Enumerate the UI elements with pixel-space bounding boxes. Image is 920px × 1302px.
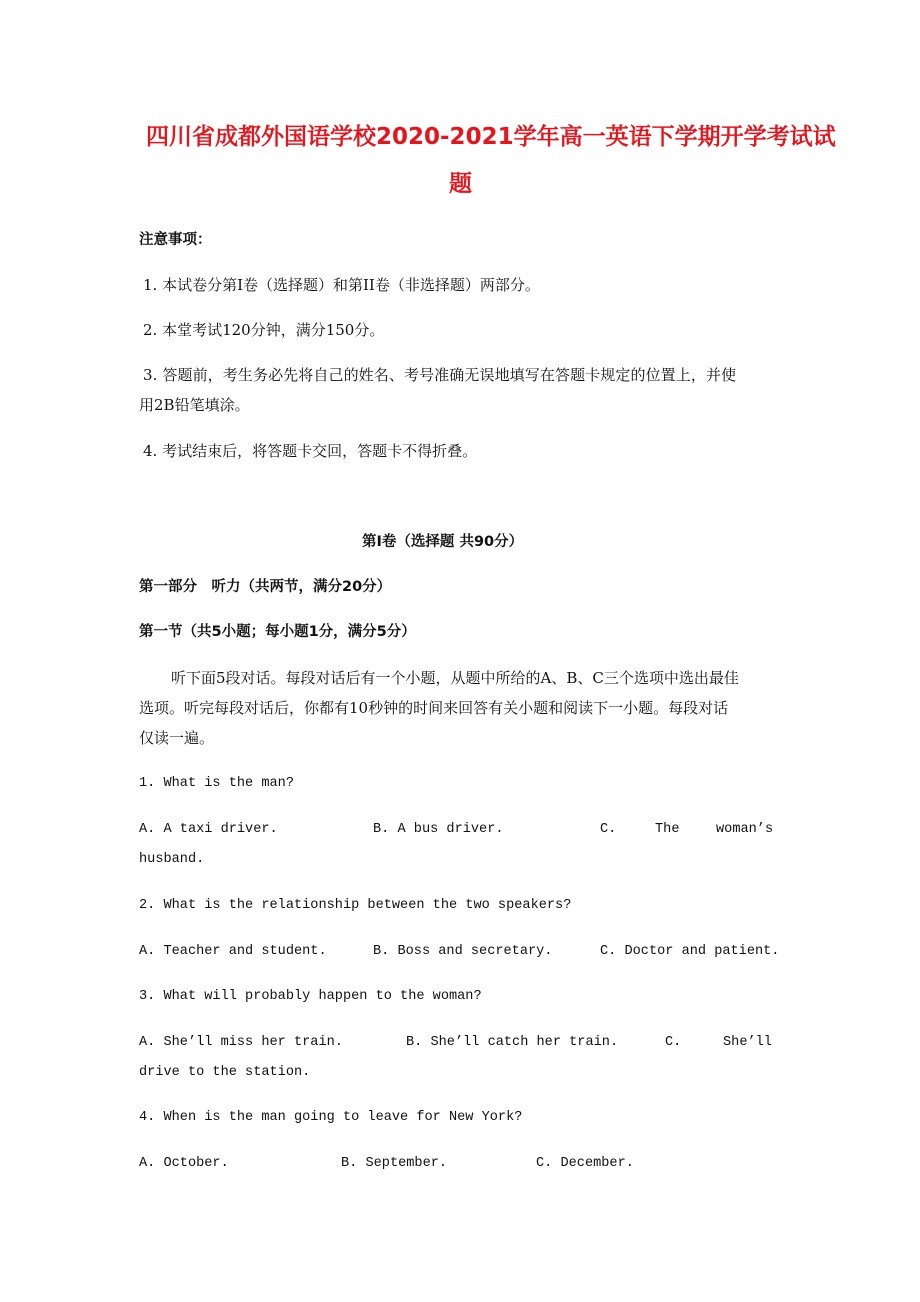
- instructions-line-3: 仅读一遍。: [139, 729, 215, 747]
- q2-option-a: A. Teacher and student.: [139, 944, 327, 959]
- note-2: 2. 本堂考试120分钟，满分150分。: [143, 321, 385, 339]
- question-3: 3. What will probably happen to the woman?: [139, 989, 482, 1004]
- q4-option-a: A. October.: [139, 1156, 229, 1171]
- question-2: 2. What is the relationship between the two speakers?: [139, 898, 572, 913]
- note-1: 1. 本试卷分第Ⅰ卷（选择题）和第II卷（非选择题）两部分。: [143, 276, 540, 294]
- note-3: 3. 答题前，考生务必先将自己的姓名、考号准确无误地填写在答题卡规定的位置上，并使: [143, 366, 737, 384]
- q2-option-c: C. Doctor and patient.: [600, 944, 780, 959]
- q3-option-b: B. She’ll catch her train.: [406, 1035, 619, 1050]
- q3-option-c-word1: She’ll: [723, 1035, 772, 1050]
- q3-option-c-label: C.: [665, 1035, 682, 1050]
- part-title: 第一部分 听力（共两节，满分20分）: [139, 579, 392, 595]
- q1-option-b: B. A bus driver.: [373, 822, 504, 837]
- notes-heading: 注意事项：: [139, 232, 212, 248]
- q1-option-c-label: C.: [600, 822, 617, 837]
- question-1: 1. What is the man?: [139, 776, 294, 791]
- q3-option-c-cont: drive to the station.: [139, 1065, 311, 1080]
- instructions-line-1: 听下面5段对话。每段对话后有一个小题，从题中所给的A、B、C三个选项中选出最佳: [171, 669, 739, 687]
- q4-option-b: B. September.: [341, 1156, 448, 1171]
- note-3-cont: 用2B铅笔填涂。: [139, 396, 250, 414]
- title-line-2: 题: [449, 171, 472, 197]
- q3-option-a: A. She’ll miss her train.: [139, 1035, 343, 1050]
- subsection-title: 第一节（共5小题；每小题1分，满分5分）: [139, 624, 416, 640]
- title-line-1: 四川省成都外国语学校2020-2021学年高一英语下学期开学考试试: [146, 124, 836, 150]
- q1-option-c-cont: husband.: [139, 852, 205, 867]
- q4-option-c: C. December.: [536, 1156, 634, 1171]
- q2-option-b: B. Boss and secretary.: [373, 944, 553, 959]
- q1-option-a: A. A taxi driver.: [139, 822, 278, 837]
- q1-option-c-word2: woman’s: [716, 822, 774, 837]
- instructions-line-2: 选项。听完每段对话后，你都有10秒钟的时间来回答有关小题和阅读下一小题。每段对话: [139, 699, 729, 717]
- note-4: 4. 考试结束后，将答题卡交回，答题卡不得折叠。: [143, 442, 478, 460]
- section-title: 第Ⅰ卷（选择题 共90分）: [362, 534, 524, 550]
- question-4: 4. When is the man going to leave for New York?: [139, 1110, 523, 1125]
- q1-option-c-word1: The: [655, 822, 680, 837]
